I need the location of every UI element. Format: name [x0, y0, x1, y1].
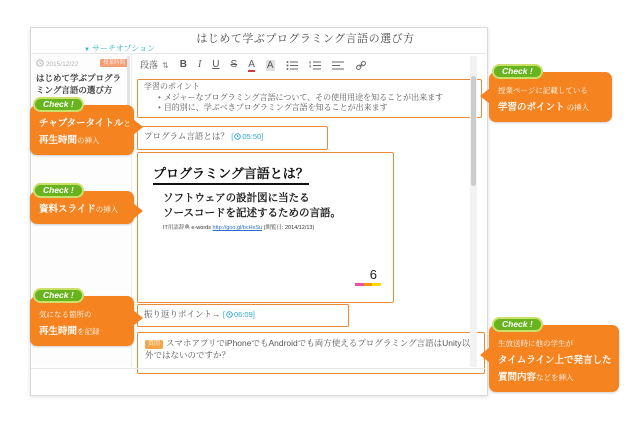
- slide-page-number: 6: [369, 267, 377, 282]
- check-badge: Check !: [33, 183, 84, 198]
- citation-link[interactable]: http://goo.gl/bcHxSu: [212, 225, 263, 231]
- bold-button[interactable]: B: [179, 59, 187, 70]
- callout-slide-insert: Check ! 資料スライドの挿入: [30, 191, 134, 224]
- scrollbar-thumb[interactable]: [471, 76, 476, 186]
- chevron-down-icon: ▼: [84, 47, 90, 53]
- slide-image: [140, 155, 391, 300]
- question-badge: 質問: [145, 340, 163, 349]
- list-item: • メジャーなプログラミング言語について、その使用用途を知ることが出来ます: [158, 92, 444, 102]
- question-text: スマホアプリでiPhoneでもAndroidでも両方使えるプログラミング言語はUnity以外ではないのですか？: [145, 338, 470, 360]
- align-left-button[interactable]: [332, 60, 344, 71]
- callout-chapter-title: Check ! チャプタータイトルと 再生時間の挿入: [30, 105, 134, 155]
- slide-body: ソフトウェアの設計図に当たる ソースコードを記述するための言語。: [163, 192, 341, 219]
- chapter-title: プログラム言語とは？: [144, 131, 229, 141]
- bullet-list-icon: [286, 60, 298, 71]
- clock-icon: [226, 311, 233, 318]
- italic-button[interactable]: I: [197, 59, 202, 70]
- paragraph-style-dropdown[interactable]: 段落 ⇅: [140, 59, 169, 70]
- chapter-timestamp-link[interactable]: [ 05:50]: [231, 132, 264, 141]
- strikethrough-button[interactable]: S: [230, 59, 238, 70]
- chapter-title-box[interactable]: [137, 126, 328, 150]
- sidebar-item-lesson-title[interactable]: はじめて学ぶプログラミング言語の選び方: [36, 73, 122, 96]
- highlight-color-button[interactable]: A: [266, 59, 274, 71]
- check-badge: Check !: [492, 317, 543, 332]
- clock-icon: [234, 133, 241, 140]
- check-badge: Check !: [33, 288, 84, 303]
- learning-points-box[interactable]: [137, 79, 482, 118]
- numbered-list-icon: [309, 60, 321, 71]
- note-meta-row: [36, 59, 128, 69]
- page-title: はじめて学ぶプログラミング言語の選び方: [196, 33, 415, 45]
- list-item: • 目的別に、学ぶべきプログラミング言語を知ることが出来ます: [158, 103, 388, 112]
- callout-learning-points: Check ! 授業ページに記載している 学習のポイント の挿入: [489, 72, 612, 122]
- link-button[interactable]: [355, 60, 367, 71]
- clock-icon: [36, 59, 44, 67]
- link-icon: [355, 60, 367, 71]
- footer-divider: [31, 368, 485, 369]
- search-options-label: サーチオプション: [91, 44, 156, 53]
- editor-toolbar: [140, 57, 470, 73]
- review-label: 振り返りポイント→: [144, 309, 221, 319]
- callout-arrow-left: [480, 88, 490, 104]
- callout-arrow-right: [133, 119, 143, 135]
- align-left-icon: [332, 60, 344, 71]
- slide-box[interactable]: [137, 152, 394, 303]
- callout-arrow-left: [480, 347, 490, 363]
- slide-color-bar: [355, 283, 381, 286]
- note-date: 2015/12/22: [45, 61, 79, 68]
- callout-arrow-right: [133, 203, 143, 219]
- learning-points-heading: 学習のポイント: [144, 82, 200, 91]
- slide-title: プログラミング言語とは？: [153, 163, 309, 185]
- status-badge: 授業時間: [100, 59, 128, 67]
- callout-timeline-questions: Check ! 生放送時に他の学生が タイムライン上で発言した 質問内容などを挿入: [489, 325, 619, 392]
- slide-citation: IT用語辞典 e-words http://goo.gl/bcHxSu (閲覧日: 2014/12/13): [163, 225, 315, 231]
- callout-replay-time: Check ! 気になる箇所の 再生時間を記録: [30, 296, 134, 346]
- bullet-list-button[interactable]: [286, 60, 298, 71]
- text-color-button[interactable]: A: [248, 58, 255, 70]
- check-badge: Check !: [33, 97, 84, 112]
- review-point-box[interactable]: [137, 304, 349, 327]
- check-badge: Check !: [492, 64, 543, 79]
- numbered-list-button[interactable]: [309, 60, 321, 71]
- editor-scrollbar[interactable]: [470, 56, 477, 367]
- bullet-glyph: •: [158, 103, 161, 112]
- bullet-glyph: •: [158, 92, 161, 102]
- updown-arrows-icon: ⇅: [162, 60, 169, 70]
- underline-button[interactable]: U: [212, 59, 220, 70]
- review-timestamp-link[interactable]: [ 06:09]: [222, 310, 255, 319]
- callout-arrow-right: [133, 310, 143, 326]
